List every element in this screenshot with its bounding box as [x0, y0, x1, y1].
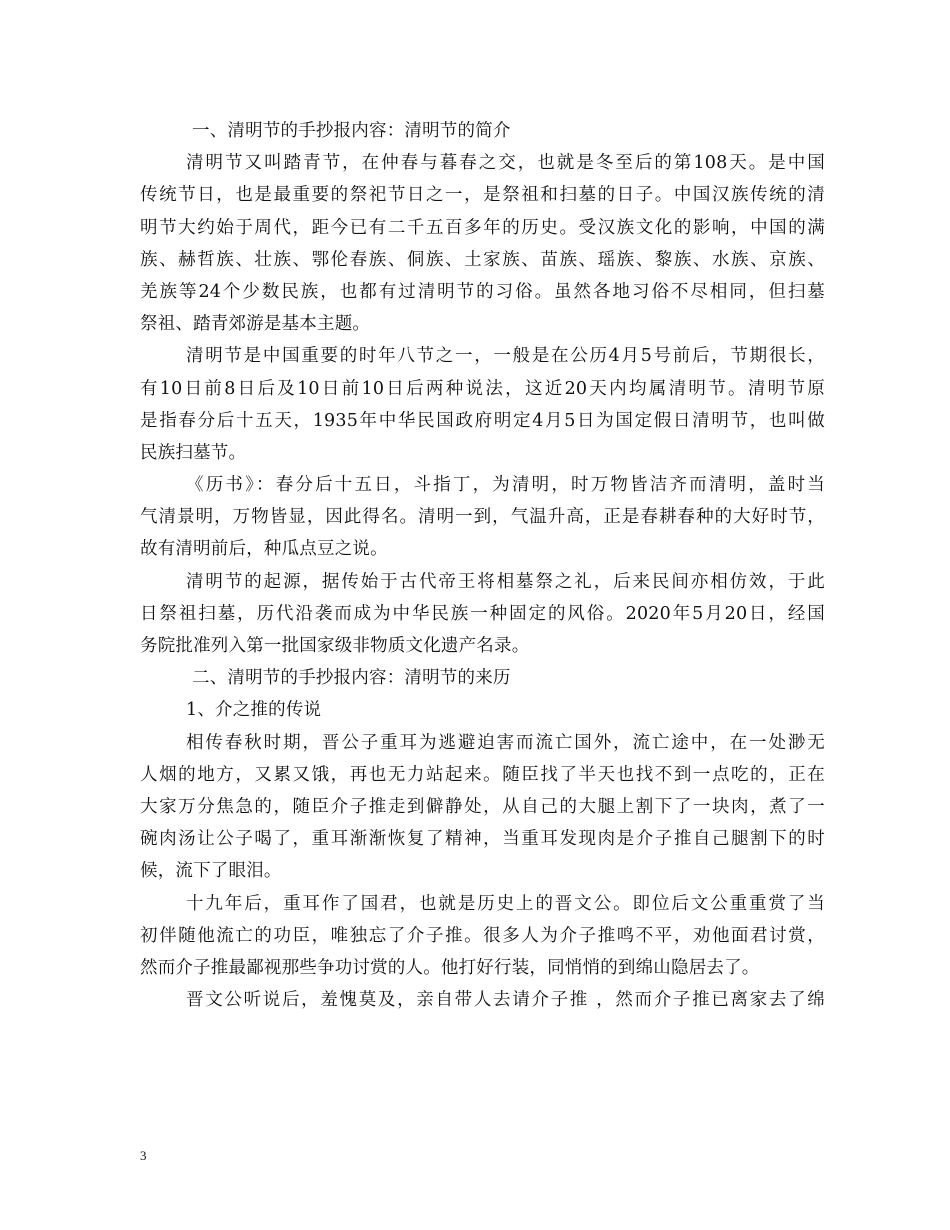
text-line: 是指春分后十五天，1935年中华民国政府明定4月5日为国定假日清明节，也叫做 — [140, 410, 825, 431]
text-line: 1、介之推的传说 — [186, 700, 322, 721]
section-heading: 二、清明节的手抄报内容：清明节的来历 — [192, 668, 511, 689]
text-line: 清明节又叫踏青节，在仲春与暮春之交，也就是冬至后的第108天。是中国 — [186, 153, 825, 174]
text-line: 初伴随他流亡的功臣，唯独忘了介子推。很多人为介子推鸣不平，劝他面君讨赏， — [140, 925, 825, 946]
document-body — [140, 115, 825, 1016]
text-line: 传统节日，也是最重要的祭祀节日之一，是祭祖和扫墓的日子。中国汉族传统的清 — [140, 185, 825, 206]
text-line: 务院批准列入第一批国家级非物质文化遗产名录。 — [140, 636, 530, 656]
text-line: 故有清明前后，种瓜点豆之说。 — [140, 539, 388, 560]
text-line: 族、赫哲族、壮族、鄂伦春族、侗族、土家族、苗族、瑶族、黎族、水族、京族、 — [140, 249, 825, 270]
text-line: 民族扫墓节。 — [140, 442, 247, 463]
text-line: 清明节是中国重要的时年八节之一，一般是在公历4月5号前后，节期很长， — [186, 346, 825, 367]
text-line: 清明节的起源，据传始于古代帝王将相墓祭之礼，后来民间亦相仿效，于此 — [186, 571, 825, 592]
text-line: 大家万分焦急的，随臣介子推走到僻静处，从自己的大腿上割下了一块肉，煮了一 — [140, 796, 825, 817]
text-line: 候，流下了眼泪。 — [140, 861, 282, 882]
page-number: 3 — [140, 1148, 147, 1163]
text-line: 十九年后，重耳作了国君，也就是历史上的晋文公。即位后文公重重赏了当 — [186, 893, 825, 914]
text-line: 然而介子推最鄙视那些争功讨赏的人。他打好行装，同悄悄的到绵山隐居去了。 — [140, 957, 760, 978]
text-line: 人烟的地方，又累又饿，再也无力站起来。随臣找了半天也找不到一点吃的，正在 — [140, 764, 825, 785]
text-line: 相传春秋时期，晋公子重耳为逃避迫害而流亡国外，流亡途中，在一处渺无 — [186, 732, 825, 753]
text-line: 晋文公听说后，羞愧莫及，亲自带人去请介子推 ，然而介子推已离家去了绵 — [186, 990, 825, 1011]
text-line: 碗肉汤让公子喝了，重耳渐渐恢复了精神，当重耳发现肉是介子推自己腿割下的时 — [140, 829, 825, 850]
text-line: 羌族等24个少数民族，也都有过清明节的习俗。虽然各地习俗不尽相同，但扫墓 — [140, 281, 825, 302]
text-line: 日祭祖扫墓，历代沿袭而成为中华民族一种固定的风俗。2020年5月20日，经国 — [140, 603, 825, 624]
text-line: 气清景明，万物皆显，因此得名。清明一到，气温升高，正是春耕春种的大好时节， — [140, 507, 825, 528]
text-line: 祭祖、踏青郊游是基本主题。 — [140, 314, 371, 335]
text-line: 《历书》：春分后十五日，斗指丁，为清明，时万物皆洁齐而清明，盖时当 — [186, 475, 825, 496]
text-line: 明节大约始于周代，距今已有二千五百多年的历史。受汉族文化的影响，中国的满 — [140, 217, 825, 238]
text-line: 有10日前8日后及10日前10日后两种说法，这近20天内均属清明节。清明节原 — [140, 378, 825, 399]
section-heading: 一、清明节的手抄报内容：清明节的简介 — [192, 121, 511, 141]
